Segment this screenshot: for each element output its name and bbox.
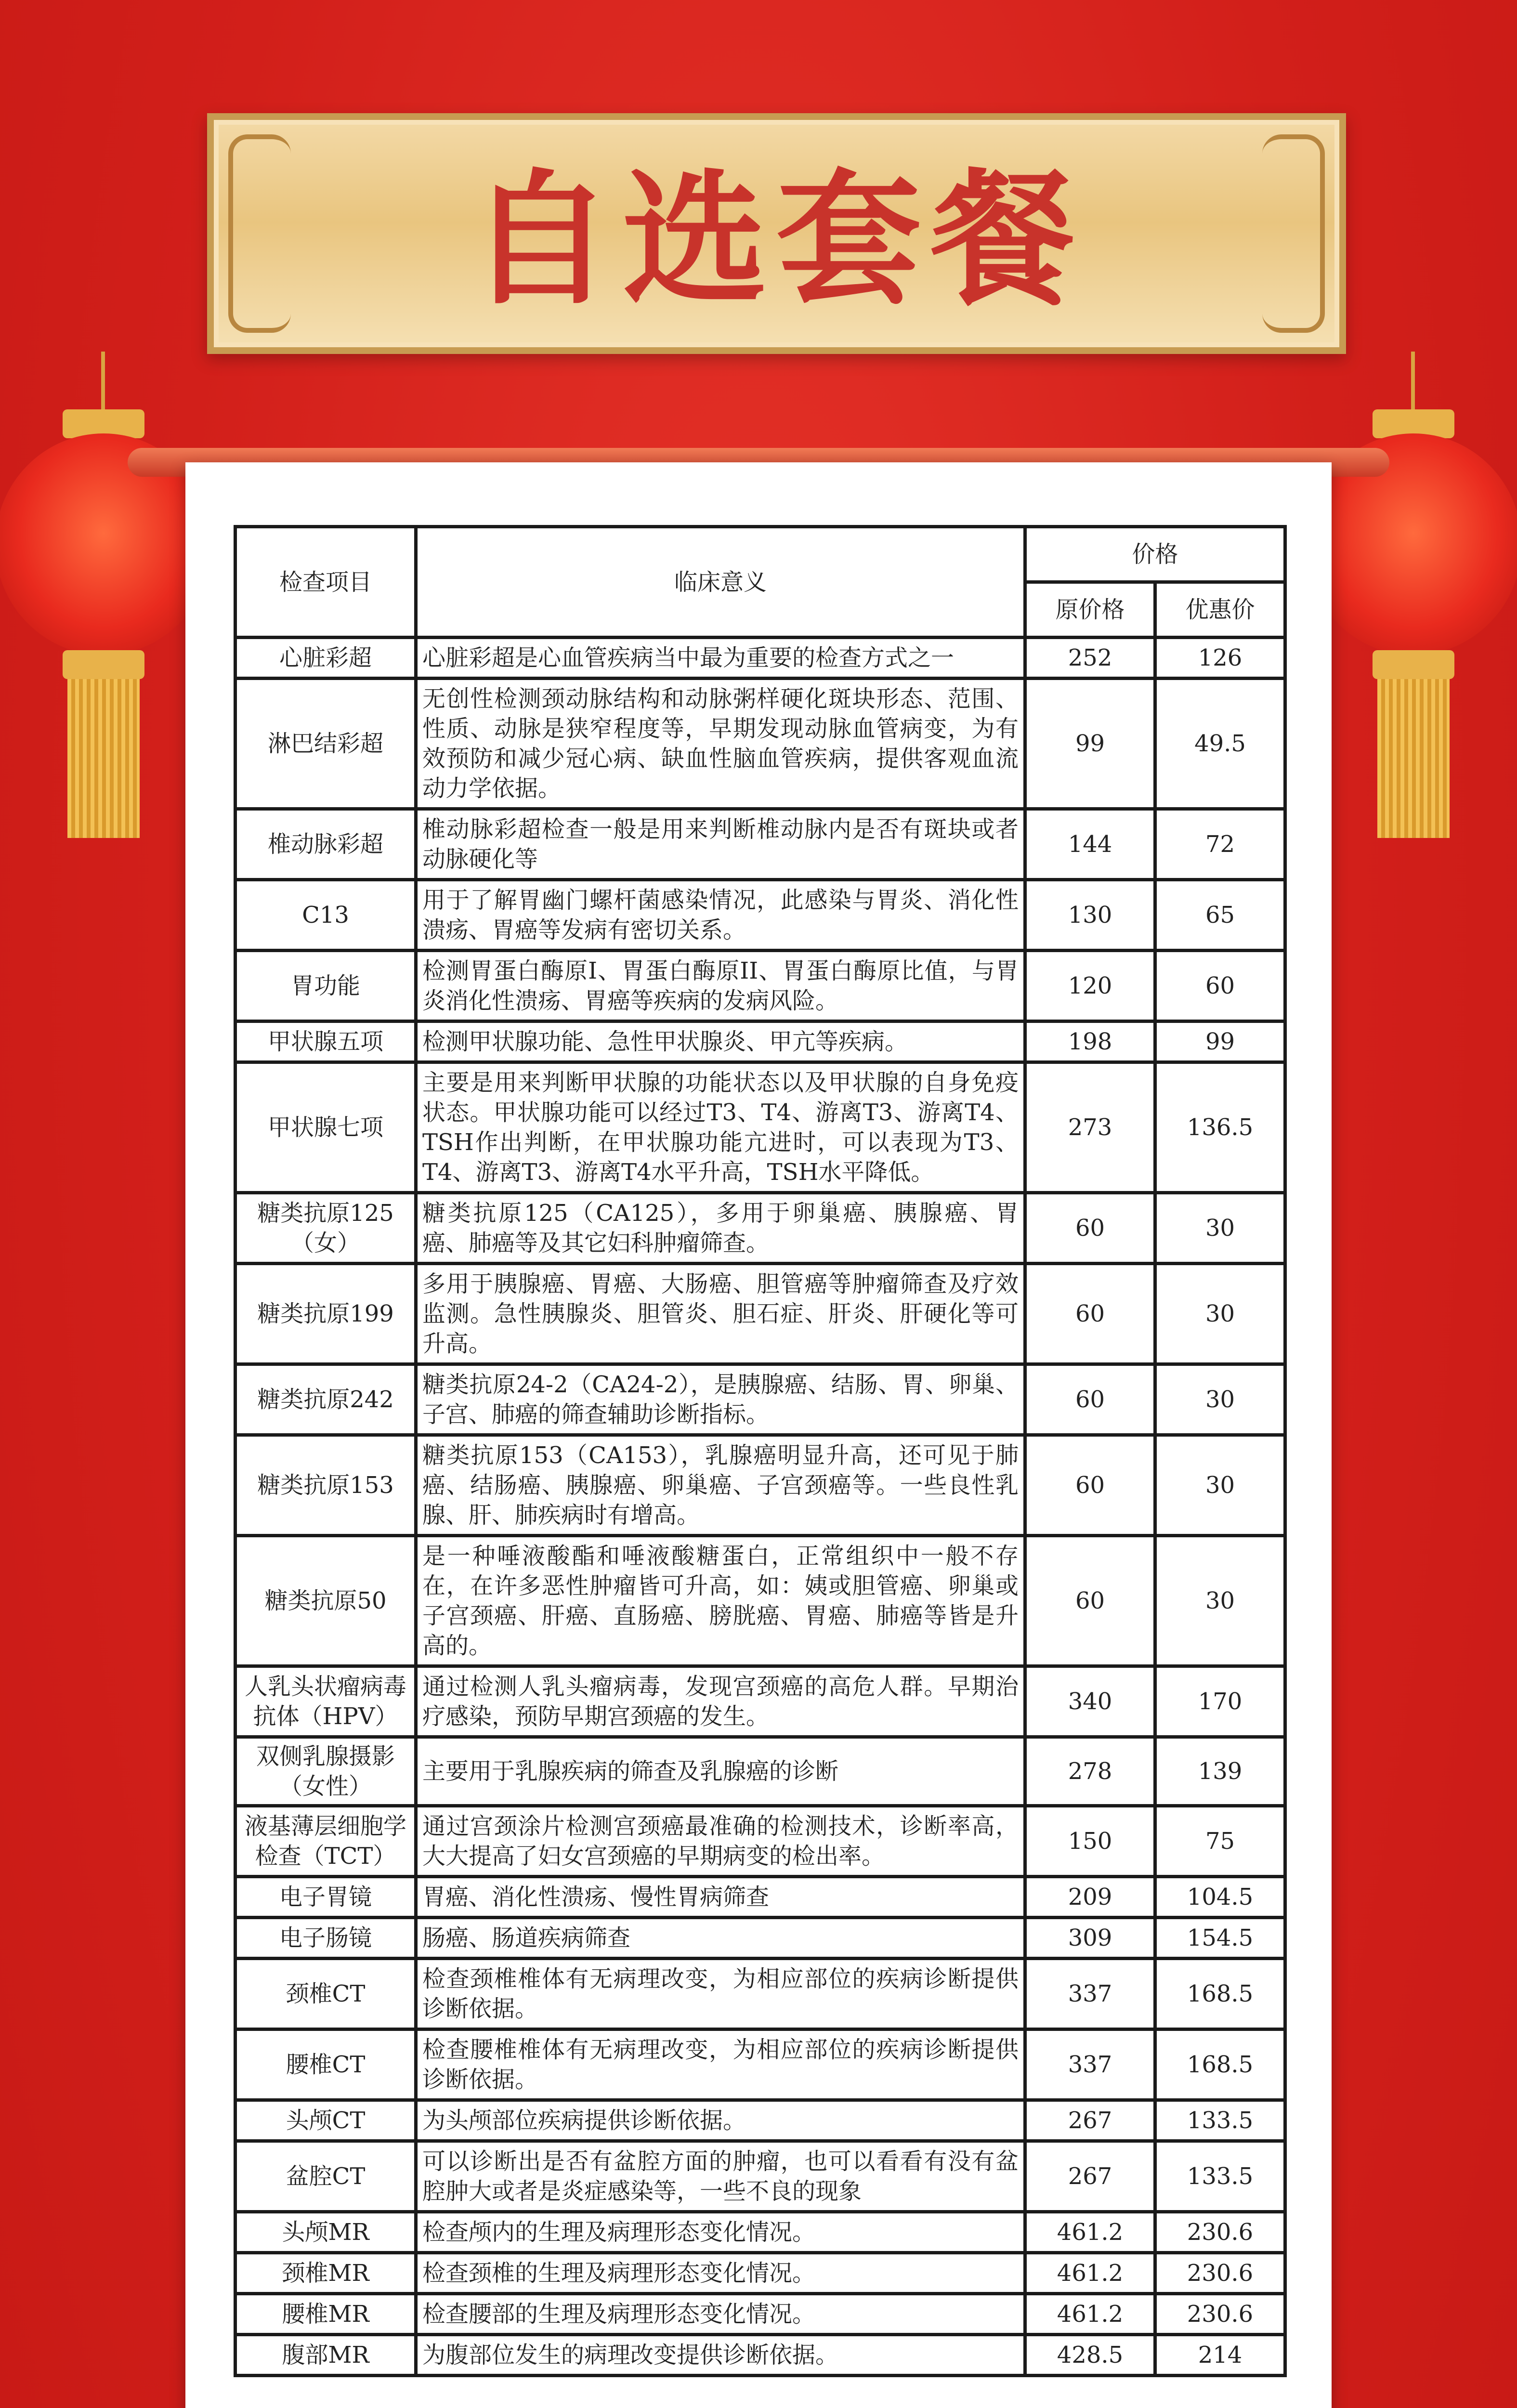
row-original-price: 198: [1025, 1021, 1155, 1062]
row-item-name: 糖类抗原153: [235, 1435, 416, 1536]
row-clinical-meaning: 检测胃蛋白酶原I、胃蛋白酶原II、胃蛋白酶原比值，与胃炎消化性溃疡、胃癌等疾病的发病风险。: [416, 951, 1025, 1021]
row-discount-price: 60: [1155, 951, 1285, 1021]
table-row: [235, 1364, 1285, 1435]
row-original-price: 60: [1025, 1193, 1155, 1264]
row-discount-price: 154.5: [1155, 1918, 1285, 1959]
row-clinical-meaning: 可以诊断出是否有盆腔方面的肿瘤，也可以看看有没有盆腔肿大或者是炎症感染等，一些不良的现象: [416, 2141, 1025, 2212]
row-discount-price: 214: [1155, 2335, 1285, 2376]
row-item-name: 心脏彩超: [235, 638, 416, 679]
row-clinical-meaning: 是一种唾液酸酯和唾液酸糖蛋白，正常组织中一般不存在，在许多恶性肿瘤皆可升高，如：姨或胆管癌、卵巢或子宫颈癌、肝癌、直肠癌、膀胱癌、胃癌、肺癌等皆是升高的。: [416, 1536, 1025, 1666]
row-original-price: 60: [1025, 1435, 1155, 1536]
row-discount-price: 168.5: [1155, 2029, 1285, 2100]
row-original-price: 273: [1025, 1062, 1155, 1193]
row-item-name: 甲状腺五项: [235, 1021, 416, 1062]
row-item-name: 淋巴结彩超: [235, 679, 416, 809]
row-clinical-meaning: 主要是用来判断甲状腺的功能状态以及甲状腺的自身免疫状态。甲状腺功能可以经过T3、T4、游离T3、游离T4、TSH作出判断，在甲状腺功能亢进时，可以表现为T3、T4、游离T3、游离T4水平升高，TSH水平降低。: [416, 1062, 1025, 1193]
row-item-name: 糖类抗原199: [235, 1264, 416, 1364]
row-original-price: 209: [1025, 1877, 1155, 1918]
row-clinical-meaning: 检查颈椎椎体有无病理改变，为相应部位的疾病诊断提供诊断依据。: [416, 1959, 1025, 2029]
row-original-price: 60: [1025, 1264, 1155, 1364]
row-item-name: 糖类抗原242: [235, 1364, 416, 1435]
row-item-name: 椎动脉彩超: [235, 809, 416, 880]
row-item-name: 胃功能: [235, 951, 416, 1021]
row-item-name: 人乳头状瘤病毒抗体（HPV）: [235, 1666, 416, 1737]
row-item-name: 糖类抗原125（女）: [235, 1193, 416, 1264]
table-row: [235, 1918, 1285, 1959]
price-table-body: [235, 638, 1285, 2376]
row-original-price: 337: [1025, 1959, 1155, 2029]
table-row: [235, 1666, 1285, 1737]
row-clinical-meaning: 多用于胰腺癌、胃癌、大肠癌、胆管癌等肿瘤筛查及疗效监测。急性胰腺炎、胆管炎、胆石症、肝炎、肝硬化等可升高。: [416, 1264, 1025, 1364]
table-row: [235, 2335, 1285, 2376]
row-clinical-meaning: 糖类抗原24-2（CA24-2），是胰腺癌、结肠、胃、卵巢、子宫、肺癌的筛查辅助诊断指标。: [416, 1364, 1025, 1435]
row-original-price: 340: [1025, 1666, 1155, 1737]
header-item: 检查项目: [235, 527, 416, 638]
row-item-name: 电子胃镜: [235, 1877, 416, 1918]
row-item-name: 盆腔CT: [235, 2141, 416, 2212]
row-clinical-meaning: 无创性检测颈动脉结构和动脉粥样硬化斑块形态、范围、性质、动脉是狭窄程度等，早期发现动脉血管病变，为有效预防和减少冠心病、缺血性脑血管疾病，提供客观血流动力学依据。: [416, 679, 1025, 809]
table-row: [235, 2253, 1285, 2294]
table-row: [235, 1021, 1285, 1062]
table-row: [235, 2212, 1285, 2253]
row-discount-price: 30: [1155, 1364, 1285, 1435]
table-row: [235, 638, 1285, 679]
row-original-price: 150: [1025, 1806, 1155, 1877]
row-discount-price: 72: [1155, 809, 1285, 880]
row-clinical-meaning: 检查颅内的生理及病理形态变化情况。: [416, 2212, 1025, 2253]
row-item-name: 颈椎MR: [235, 2253, 416, 2294]
row-discount-price: 30: [1155, 1435, 1285, 1536]
table-row: [235, 1536, 1285, 1666]
row-original-price: 337: [1025, 2029, 1155, 2100]
table-row: [235, 2294, 1285, 2335]
table-row: [235, 2029, 1285, 2100]
lantern-icon: [0, 352, 217, 857]
row-clinical-meaning: 胃癌、消化性溃疡、慢性胃病筛查: [416, 1877, 1025, 1918]
row-item-name: 头颅CT: [235, 2100, 416, 2141]
row-original-price: 461.2: [1025, 2212, 1155, 2253]
table-row: [235, 1959, 1285, 2029]
table-row: [235, 1737, 1285, 1806]
row-item-name: 腹部MR: [235, 2335, 416, 2376]
row-original-price: 120: [1025, 951, 1155, 1021]
row-item-name: 甲状腺七项: [235, 1062, 416, 1193]
table-row: [235, 951, 1285, 1021]
row-discount-price: 133.5: [1155, 2141, 1285, 2212]
row-discount-price: 65: [1155, 880, 1285, 951]
row-original-price: 60: [1025, 1364, 1155, 1435]
table-row: [235, 1877, 1285, 1918]
header-discount-price: 优惠价: [1155, 582, 1285, 638]
row-discount-price: 139: [1155, 1737, 1285, 1806]
row-original-price: 252: [1025, 638, 1155, 679]
table-row: [235, 1264, 1285, 1364]
row-item-name: 颈椎CT: [235, 1959, 416, 2029]
table-row: [235, 1435, 1285, 1536]
price-table-container: [234, 525, 1283, 2377]
row-clinical-meaning: 为腹部位发生的病理改变提供诊断依据。: [416, 2335, 1025, 2376]
table-row: [235, 809, 1285, 880]
row-clinical-meaning: 糖类抗原153（CA153），乳腺癌明显升高，还可见于肺癌、结肠癌、胰腺癌、卵巢癌、子宫颈癌等。一些良性乳腺、肝、肺疾病时有增高。: [416, 1435, 1025, 1536]
row-original-price: 461.2: [1025, 2294, 1155, 2335]
row-discount-price: 168.5: [1155, 1959, 1285, 2029]
row-discount-price: 136.5: [1155, 1062, 1285, 1193]
row-original-price: 278: [1025, 1737, 1155, 1806]
row-clinical-meaning: 检测甲状腺功能、急性甲状腺炎、甲亢等疾病。: [416, 1021, 1025, 1062]
row-discount-price: 49.5: [1155, 679, 1285, 809]
row-clinical-meaning: 椎动脉彩超检查一般是用来判断椎动脉内是否有斑块或者动脉硬化等: [416, 809, 1025, 880]
row-original-price: 60: [1025, 1536, 1155, 1666]
table-row: [235, 679, 1285, 809]
row-item-name: 头颅MR: [235, 2212, 416, 2253]
lantern-icon: [1300, 352, 1517, 857]
row-clinical-meaning: 为头颅部位疾病提供诊断依据。: [416, 2100, 1025, 2141]
row-item-name: 双侧乳腺摄影（女性）: [235, 1737, 416, 1806]
page-title: 自选套餐: [468, 156, 1085, 324]
row-item-name: C13: [235, 880, 416, 951]
table-row: [235, 2141, 1285, 2212]
title-banner: [207, 113, 1346, 354]
header-original-price: 原价格: [1025, 582, 1155, 638]
table-row: [235, 1062, 1285, 1193]
row-clinical-meaning: 检查腰椎椎体有无病理改变，为相应部位的疾病诊断提供诊断依据。: [416, 2029, 1025, 2100]
row-original-price: 309: [1025, 1918, 1155, 1959]
row-clinical-meaning: 通过宫颈涂片检测宫颈癌最准确的检测技术，诊断率高，大大提高了妇女宫颈癌的早期病变的检出率。: [416, 1806, 1025, 1877]
row-original-price: 130: [1025, 880, 1155, 951]
row-clinical-meaning: 通过检测人乳头瘤病毒，发现宫颈癌的高危人群。早期治疗感染，预防早期宫颈癌的发生。: [416, 1666, 1025, 1737]
row-clinical-meaning: 检查腰部的生理及病理形态变化情况。: [416, 2294, 1025, 2335]
row-original-price: 267: [1025, 2100, 1155, 2141]
row-clinical-meaning: 糖类抗原125（CA125），多用于卵巢癌、胰腺癌、胃癌、肺癌等及其它妇科肿瘤筛查。: [416, 1193, 1025, 1264]
row-discount-price: 30: [1155, 1536, 1285, 1666]
row-discount-price: 99: [1155, 1021, 1285, 1062]
row-original-price: 461.2: [1025, 2253, 1155, 2294]
table-row: [235, 2100, 1285, 2141]
table-row: [235, 880, 1285, 951]
row-clinical-meaning: 肠癌、肠道疾病筛查: [416, 1918, 1025, 1959]
row-discount-price: 133.5: [1155, 2100, 1285, 2141]
row-discount-price: 75: [1155, 1806, 1285, 1877]
row-clinical-meaning: 主要用于乳腺疾病的筛查及乳腺癌的诊断: [416, 1737, 1025, 1806]
row-clinical-meaning: 心脏彩超是心血管疾病当中最为重要的检查方式之一: [416, 638, 1025, 679]
row-discount-price: 30: [1155, 1264, 1285, 1364]
row-clinical-meaning: 检查颈椎的生理及病理形态变化情况。: [416, 2253, 1025, 2294]
row-original-price: 267: [1025, 2141, 1155, 2212]
header-price: 价格: [1025, 527, 1285, 582]
table-row: [235, 1193, 1285, 1264]
row-original-price: 99: [1025, 679, 1155, 809]
row-discount-price: 30: [1155, 1193, 1285, 1264]
row-discount-price: 104.5: [1155, 1877, 1285, 1918]
row-item-name: 液基薄层细胞学检查（TCT）: [235, 1806, 416, 1877]
row-discount-price: 230.6: [1155, 2212, 1285, 2253]
table-row: [235, 1806, 1285, 1877]
row-original-price: 428.5: [1025, 2335, 1155, 2376]
row-item-name: 糖类抗原50: [235, 1536, 416, 1666]
row-item-name: 腰椎CT: [235, 2029, 416, 2100]
row-item-name: 电子肠镜: [235, 1918, 416, 1959]
row-discount-price: 170: [1155, 1666, 1285, 1737]
price-table: [234, 525, 1287, 2377]
row-original-price: 144: [1025, 809, 1155, 880]
row-discount-price: 126: [1155, 638, 1285, 679]
header-meaning: 临床意义: [416, 527, 1025, 638]
row-clinical-meaning: 用于了解胃幽门螺杆菌感染情况，此感染与胃炎、消化性溃疡、胃癌等发病有密切关系。: [416, 880, 1025, 951]
row-item-name: 腰椎MR: [235, 2294, 416, 2335]
row-discount-price: 230.6: [1155, 2294, 1285, 2335]
row-discount-price: 230.6: [1155, 2253, 1285, 2294]
